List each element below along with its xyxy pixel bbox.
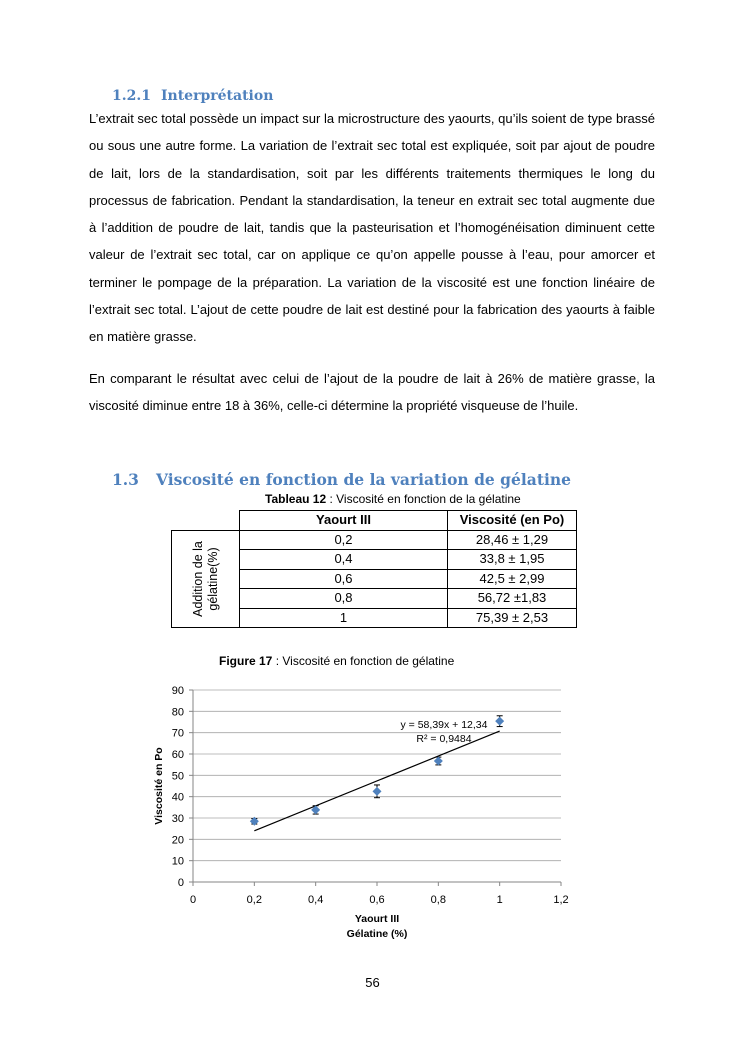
x-tick-label: 1,2: [553, 894, 569, 906]
y-axis-title: Viscosité en Po: [153, 747, 165, 825]
cell-gelatine: 0,2: [240, 530, 448, 550]
figure-caption-label: Figure 17: [219, 654, 273, 668]
x-tick-label: 0,8: [430, 894, 446, 906]
y-tick-label: 20: [171, 834, 184, 847]
table-caption-text: : Viscosité en fonction de la gélatine: [326, 492, 521, 506]
cell-viscosite: 42,5 ± 2,99: [448, 569, 577, 589]
data-point: [495, 717, 504, 726]
cell-gelatine: 1: [240, 608, 448, 628]
table-caption: [265, 492, 521, 506]
y-tick-label: 10: [171, 855, 184, 868]
cell-viscosite: 28,46 ± 1,29: [448, 530, 577, 550]
y-tick-label: 90: [171, 685, 184, 697]
page-number: 56: [365, 975, 380, 990]
y-tick-label: 0: [177, 877, 184, 889]
table-corner: [172, 511, 240, 531]
section-heading-1-2-1: [112, 88, 273, 104]
row-group-label-text: Addition de la gélatine(%): [190, 540, 220, 617]
cell-gelatine: 0,4: [240, 550, 448, 570]
figure-caption: [219, 654, 454, 668]
x-tick-label: 0,2: [246, 894, 262, 906]
y-tick-label: 40: [171, 791, 184, 804]
table-row: [172, 530, 577, 550]
x-tick-label: 0,6: [369, 894, 385, 906]
cell-gelatine: 0,6: [240, 569, 448, 589]
trendline: [254, 731, 499, 831]
col-header-viscosite: Viscosité (en Po): [448, 511, 577, 531]
table-caption-label: Tableau 12: [265, 492, 327, 506]
paragraph-comparison: En comparant le résultat avec celui de l’ajout de la poudre de lait à 26% de matière grasse, la viscosité diminue entre 18 à 36%, celle-ci détermine la propriété visqueuse de l’huile.: [89, 371, 655, 414]
data-point: [373, 787, 382, 796]
viscosity-chart: [150, 680, 590, 945]
trendline-r2: R² = 0,9484: [416, 733, 472, 745]
table-header-row: [172, 511, 577, 531]
x-axis-title: Yaourt III: [354, 913, 400, 925]
x-tick-label: 1: [496, 894, 503, 906]
x-tick-label: 0: [189, 894, 197, 906]
y-tick-label: 30: [171, 813, 184, 825]
y-tick-label: 70: [171, 727, 184, 740]
section-heading-1-3: [112, 470, 571, 489]
x-axis-subtitle: Gélatine (%): [346, 928, 408, 940]
section-title: Viscosité en fonction de la variation de gélatine: [156, 470, 571, 489]
x-tick-label: 0,4: [308, 894, 324, 906]
viscosity-table: [171, 510, 577, 628]
y-tick-label: 50: [171, 770, 184, 783]
cell-gelatine: 0,8: [240, 589, 448, 609]
cell-viscosite: 56,72 ±1,83: [448, 589, 577, 609]
figure-caption-text: : Viscosité en fonction de gélatine: [272, 654, 455, 668]
cell-viscosite: 75,39 ± 2,53: [448, 608, 577, 628]
section-number: 1.3: [112, 470, 139, 489]
y-tick-label: 80: [171, 706, 184, 719]
section-number: 1.2.1: [112, 88, 151, 104]
row-group-label: [172, 530, 240, 628]
col-header-yaourt: Yaourt III: [240, 511, 448, 531]
y-tick-label: 60: [171, 749, 184, 761]
cell-viscosite: 33,8 ± 1,95: [448, 550, 577, 570]
paragraph-interpretation: L’extrait sec total possède un impact sur la microstructure des yaourts, qu’ils soient de type brassé ou sous une autre forme. La variation de l’extrait sec total est expliquée, soit par ajout de poudre de lait, lors de la standardisation, soit par les différents traitements thermiques le long du processus de fabrication. Pendant la standardisation, la teneur en extrait sec total augmente due à l’addition de poudre de lait, tandis que la pasteurisation et l’homogénéisation diminuent cette valeur de l’extrait sec total, car on applique ce qu’on appelle pousse à l’eau, pour amorcer et terminer le pompage de la préparation. La variation de la viscosité est une fonction linéaire de l’extrait sec total. L’ajout de cette poudre de lait est destiné pour la fabrication des yaourts à faible en matière grasse.: [89, 111, 655, 345]
section-title: Interprétation: [160, 88, 274, 104]
trendline-equation: y = 58,39x + 12,34: [400, 719, 488, 731]
